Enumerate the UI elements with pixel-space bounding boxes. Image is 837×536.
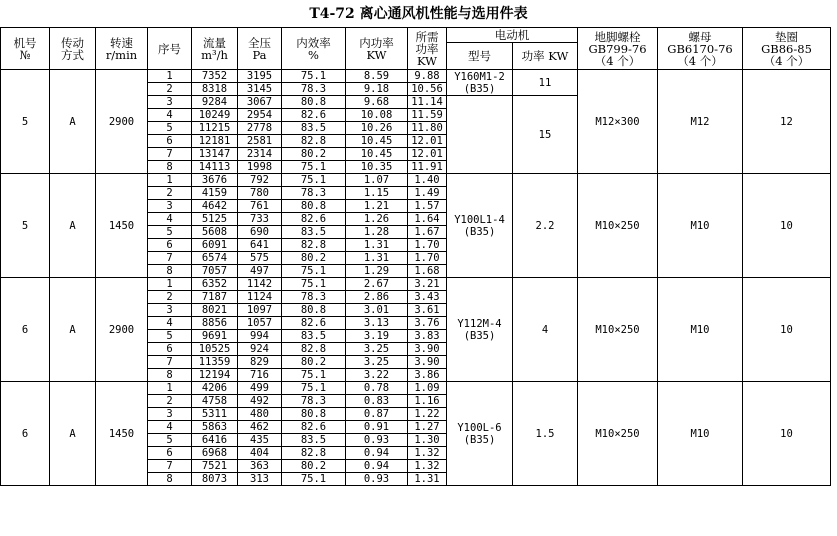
internal-power-cell: 1.26 [346, 213, 408, 226]
internal-power-cell: 9.68 [346, 96, 408, 109]
internal-power-cell: 3.01 [346, 304, 408, 317]
efficiency-cell: 80.2 [282, 356, 346, 369]
internal-power-cell: 1.29 [346, 265, 408, 278]
motor-type-line: (B35) [463, 329, 496, 342]
required-power-cell: 3.83 [408, 330, 447, 343]
required-power-cell: 1.64 [408, 213, 447, 226]
header-speed: 转速 r/min [96, 28, 148, 70]
drive-cell: A [50, 70, 96, 174]
seq-cell: 4 [148, 421, 192, 434]
internal-power-cell: 2.67 [346, 278, 408, 291]
flow-cell: 9284 [192, 96, 238, 109]
pressure-cell: 1057 [238, 317, 282, 330]
internal-power-cell: 0.94 [346, 447, 408, 460]
seq-cell: 8 [148, 473, 192, 486]
speed-cell: 1450 [96, 174, 148, 278]
header-washer: 垫圈 GB86-85 （4 个） [743, 28, 831, 70]
header-efficiency: 内效率 % [282, 28, 346, 70]
flow-cell: 9691 [192, 330, 238, 343]
flow-cell: 7352 [192, 70, 238, 83]
internal-power-cell: 10.08 [346, 109, 408, 122]
efficiency-cell: 75.1 [282, 278, 346, 291]
seq-cell: 3 [148, 304, 192, 317]
header-bolt: 地脚螺栓 GB799-76 （4 个） [578, 28, 658, 70]
internal-power-cell: 3.19 [346, 330, 408, 343]
seq-cell: 2 [148, 83, 192, 96]
seq-cell: 3 [148, 408, 192, 421]
efficiency-cell: 82.8 [282, 239, 346, 252]
efficiency-cell: 82.8 [282, 447, 346, 460]
internal-power-cell: 0.94 [346, 460, 408, 473]
efficiency-cell: 78.3 [282, 291, 346, 304]
speed-cell: 2900 [96, 278, 148, 382]
seq-cell: 8 [148, 161, 192, 174]
seq-cell: 2 [148, 291, 192, 304]
nut-cell: M10 [658, 174, 743, 278]
pressure-cell: 497 [238, 265, 282, 278]
seq-cell: 8 [148, 369, 192, 382]
pressure-cell: 575 [238, 252, 282, 265]
model-no-cell: 5 [1, 70, 50, 174]
required-power-cell: 1.30 [408, 434, 447, 447]
internal-power-cell: 0.87 [346, 408, 408, 421]
motor-power-cell: 4 [513, 278, 578, 382]
pressure-cell: 462 [238, 421, 282, 434]
flow-cell: 5125 [192, 213, 238, 226]
table-body [1, 70, 831, 486]
flow-cell: 6416 [192, 434, 238, 447]
flow-cell: 6352 [192, 278, 238, 291]
flow-cell: 6968 [192, 447, 238, 460]
seq-cell: 4 [148, 109, 192, 122]
efficiency-cell: 82.8 [282, 343, 346, 356]
motor-type-line: (B35) [463, 225, 496, 238]
efficiency-cell: 83.5 [282, 122, 346, 135]
seq-cell: 6 [148, 447, 192, 460]
efficiency-cell: 75.1 [282, 70, 346, 83]
motor-type-line: Y112M-4 [457, 317, 502, 330]
efficiency-cell: 82.6 [282, 421, 346, 434]
seq-cell: 5 [148, 330, 192, 343]
washer-cell: 10 [743, 278, 831, 382]
header-nut: 螺母 GB6170-76 （4 个） [658, 28, 743, 70]
internal-power-cell: 0.93 [346, 434, 408, 447]
pressure-cell: 690 [238, 226, 282, 239]
motor-type-line: (B35) [463, 82, 496, 95]
required-power-cell: 3.61 [408, 304, 447, 317]
seq-cell: 3 [148, 200, 192, 213]
required-power-cell: 1.09 [408, 382, 447, 395]
pressure-cell: 792 [238, 174, 282, 187]
flow-cell: 7057 [192, 265, 238, 278]
header-drive: 传动 方式 [50, 28, 96, 70]
internal-power-cell: 1.21 [346, 200, 408, 213]
header-flow: 流量 m³/h [192, 28, 238, 70]
bolt-cell: M10×250 [578, 174, 658, 278]
motor-type-line: Y160M1-2 [454, 70, 505, 83]
seq-cell: 8 [148, 265, 192, 278]
header-model-no: 机号 № [1, 28, 50, 70]
pressure-cell: 924 [238, 343, 282, 356]
efficiency-cell: 75.1 [282, 174, 346, 187]
required-power-cell: 11.14 [408, 96, 447, 109]
pressure-cell: 780 [238, 187, 282, 200]
required-power-cell: 3.86 [408, 369, 447, 382]
pressure-cell: 499 [238, 382, 282, 395]
internal-power-cell: 8.59 [346, 70, 408, 83]
seq-cell: 6 [148, 343, 192, 356]
seq-cell: 5 [148, 122, 192, 135]
flow-cell: 5608 [192, 226, 238, 239]
seq-cell: 2 [148, 395, 192, 408]
flow-cell: 7187 [192, 291, 238, 304]
efficiency-cell: 78.3 [282, 187, 346, 200]
efficiency-cell: 83.5 [282, 226, 346, 239]
efficiency-cell: 82.8 [282, 135, 346, 148]
flow-cell: 13147 [192, 148, 238, 161]
efficiency-cell: 80.8 [282, 408, 346, 421]
seq-cell: 5 [148, 226, 192, 239]
efficiency-cell: 75.1 [282, 265, 346, 278]
motor-type-cell [447, 70, 513, 96]
internal-power-cell: 3.25 [346, 356, 408, 369]
model-no-cell: 6 [1, 382, 50, 486]
seq-cell: 6 [148, 135, 192, 148]
drive-cell: A [50, 278, 96, 382]
pressure-cell: 435 [238, 434, 282, 447]
required-power-cell: 1.22 [408, 408, 447, 421]
pressure-cell: 1097 [238, 304, 282, 317]
efficiency-cell: 80.8 [282, 200, 346, 213]
pressure-cell: 829 [238, 356, 282, 369]
pressure-cell: 492 [238, 395, 282, 408]
required-power-cell: 1.70 [408, 239, 447, 252]
internal-power-cell: 0.78 [346, 382, 408, 395]
pressure-cell: 404 [238, 447, 282, 460]
required-power-cell: 1.27 [408, 421, 447, 434]
seq-cell: 5 [148, 434, 192, 447]
drive-cell: A [50, 174, 96, 278]
efficiency-cell: 75.1 [282, 369, 346, 382]
flow-cell: 12181 [192, 135, 238, 148]
internal-power-cell: 1.28 [346, 226, 408, 239]
flow-cell: 6091 [192, 239, 238, 252]
pressure-cell: 641 [238, 239, 282, 252]
bolt-cell: M10×250 [578, 278, 658, 382]
flow-cell: 4758 [192, 395, 238, 408]
seq-cell: 4 [148, 213, 192, 226]
flow-cell: 8856 [192, 317, 238, 330]
header-motor: 电动机 [447, 28, 578, 43]
table-row [1, 382, 831, 395]
required-power-cell: 1.31 [408, 473, 447, 486]
efficiency-cell: 75.1 [282, 161, 346, 174]
efficiency-cell: 82.6 [282, 109, 346, 122]
speed-cell: 2900 [96, 70, 148, 174]
pressure-cell: 761 [238, 200, 282, 213]
pressure-cell: 2954 [238, 109, 282, 122]
pressure-cell: 480 [238, 408, 282, 421]
pressure-cell: 313 [238, 473, 282, 486]
flow-cell: 5863 [192, 421, 238, 434]
internal-power-cell: 0.93 [346, 473, 408, 486]
bolt-cell: M12×300 [578, 70, 658, 174]
motor-power-cell: 2.2 [513, 174, 578, 278]
seq-cell: 1 [148, 174, 192, 187]
flow-cell: 8073 [192, 473, 238, 486]
required-power-cell: 1.49 [408, 187, 447, 200]
efficiency-cell: 78.3 [282, 83, 346, 96]
flow-cell: 10525 [192, 343, 238, 356]
required-power-cell: 3.43 [408, 291, 447, 304]
efficiency-cell: 83.5 [282, 434, 346, 447]
seq-cell: 6 [148, 239, 192, 252]
speed-cell: 1450 [96, 382, 148, 486]
required-power-cell: 1.40 [408, 174, 447, 187]
internal-power-cell: 10.26 [346, 122, 408, 135]
seq-cell: 2 [148, 187, 192, 200]
nut-cell: M10 [658, 382, 743, 486]
internal-power-cell: 1.31 [346, 252, 408, 265]
efficiency-cell: 80.8 [282, 96, 346, 109]
flow-cell: 4159 [192, 187, 238, 200]
required-power-cell: 1.70 [408, 252, 447, 265]
efficiency-cell: 80.2 [282, 460, 346, 473]
flow-cell: 4642 [192, 200, 238, 213]
motor-type-line: Y100L-6 [457, 421, 502, 434]
seq-cell: 1 [148, 382, 192, 395]
required-power-cell: 1.32 [408, 460, 447, 473]
internal-power-cell: 3.22 [346, 369, 408, 382]
pressure-cell: 1998 [238, 161, 282, 174]
fan-performance-table [0, 27, 831, 486]
flow-cell: 12194 [192, 369, 238, 382]
internal-power-cell: 0.83 [346, 395, 408, 408]
motor-power-cell: 15 [513, 96, 578, 174]
header-seq: 序号 [148, 28, 192, 70]
table-row [1, 278, 831, 291]
internal-power-cell: 1.31 [346, 239, 408, 252]
internal-power-cell: 3.25 [346, 343, 408, 356]
seq-cell: 3 [148, 96, 192, 109]
required-power-cell: 3.76 [408, 317, 447, 330]
table-row [1, 70, 831, 83]
pressure-cell: 2778 [238, 122, 282, 135]
required-power-cell: 11.91 [408, 161, 447, 174]
efficiency-cell: 75.1 [282, 473, 346, 486]
required-power-cell: 1.16 [408, 395, 447, 408]
efficiency-cell: 82.6 [282, 317, 346, 330]
model-no-cell: 6 [1, 278, 50, 382]
required-power-cell: 12.01 [408, 148, 447, 161]
pressure-cell: 1124 [238, 291, 282, 304]
pressure-cell: 3067 [238, 96, 282, 109]
washer-cell: 12 [743, 70, 831, 174]
model-no-cell: 5 [1, 174, 50, 278]
efficiency-cell: 80.8 [282, 304, 346, 317]
efficiency-cell: 75.1 [282, 382, 346, 395]
seq-cell: 7 [148, 356, 192, 369]
internal-power-cell: 10.35 [346, 161, 408, 174]
pressure-cell: 3145 [238, 83, 282, 96]
motor-type-cell [447, 174, 513, 278]
required-power-cell: 3.21 [408, 278, 447, 291]
washer-cell: 10 [743, 382, 831, 486]
flow-cell: 5311 [192, 408, 238, 421]
flow-cell: 11359 [192, 356, 238, 369]
table-title: T4-72 离心通风机性能与选用件表 [309, 6, 528, 22]
drive-cell: A [50, 382, 96, 486]
efficiency-cell: 78.3 [282, 395, 346, 408]
seq-cell: 1 [148, 70, 192, 83]
internal-power-cell: 10.45 [346, 135, 408, 148]
flow-cell: 6574 [192, 252, 238, 265]
flow-cell: 7521 [192, 460, 238, 473]
efficiency-cell: 82.6 [282, 213, 346, 226]
header-motor-type: 型号 [447, 43, 513, 70]
washer-cell: 10 [743, 174, 831, 278]
seq-cell: 7 [148, 460, 192, 473]
table-header [1, 28, 831, 70]
nut-cell: M12 [658, 70, 743, 174]
required-power-cell: 1.68 [408, 265, 447, 278]
internal-power-cell: 1.15 [346, 187, 408, 200]
flow-cell: 10249 [192, 109, 238, 122]
internal-power-cell: 10.45 [346, 148, 408, 161]
flow-cell: 4206 [192, 382, 238, 395]
required-power-cell: 3.90 [408, 356, 447, 369]
internal-power-cell: 2.86 [346, 291, 408, 304]
internal-power-cell: 3.13 [346, 317, 408, 330]
seq-cell: 1 [148, 278, 192, 291]
internal-power-cell: 0.91 [346, 421, 408, 434]
header-required-power: 所需 功率 KW [408, 28, 447, 70]
bolt-cell: M10×250 [578, 382, 658, 486]
pressure-cell: 363 [238, 460, 282, 473]
pressure-cell: 716 [238, 369, 282, 382]
flow-cell: 14113 [192, 161, 238, 174]
pressure-cell: 2314 [238, 148, 282, 161]
required-power-cell: 9.88 [408, 70, 447, 83]
motor-power-cell: 1.5 [513, 382, 578, 486]
required-power-cell: 1.67 [408, 226, 447, 239]
table-row [1, 174, 831, 187]
required-power-cell: 3.90 [408, 343, 447, 356]
motor-type-line: Y100L1-4 [454, 213, 505, 226]
required-power-cell: 1.32 [408, 447, 447, 460]
efficiency-cell: 83.5 [282, 330, 346, 343]
required-power-cell: 11.59 [408, 109, 447, 122]
internal-power-cell: 9.18 [346, 83, 408, 96]
flow-cell: 3676 [192, 174, 238, 187]
seq-cell: 7 [148, 148, 192, 161]
pressure-cell: 733 [238, 213, 282, 226]
seq-cell: 4 [148, 317, 192, 330]
motor-type-cell [447, 278, 513, 382]
pressure-cell: 994 [238, 330, 282, 343]
pressure-cell: 3195 [238, 70, 282, 83]
header-internal-power: 内功率 KW [346, 28, 408, 70]
efficiency-cell: 80.2 [282, 148, 346, 161]
internal-power-cell: 1.07 [346, 174, 408, 187]
flow-cell: 8318 [192, 83, 238, 96]
flow-cell: 8021 [192, 304, 238, 317]
motor-type-line: (B35) [463, 433, 496, 446]
pressure-cell: 1142 [238, 278, 282, 291]
required-power-cell: 12.01 [408, 135, 447, 148]
flow-cell: 11215 [192, 122, 238, 135]
nut-cell: M10 [658, 278, 743, 382]
header-motor-power: 功率 KW [513, 43, 578, 70]
required-power-cell: 10.56 [408, 83, 447, 96]
motor-type-cell [447, 382, 513, 486]
pressure-cell: 2581 [238, 135, 282, 148]
header-pressure: 全压 Pa [238, 28, 282, 70]
required-power-cell: 11.80 [408, 122, 447, 135]
efficiency-cell: 80.2 [282, 252, 346, 265]
required-power-cell: 1.57 [408, 200, 447, 213]
motor-type-cell [447, 96, 513, 174]
seq-cell: 7 [148, 252, 192, 265]
motor-power-cell: 11 [513, 70, 578, 96]
